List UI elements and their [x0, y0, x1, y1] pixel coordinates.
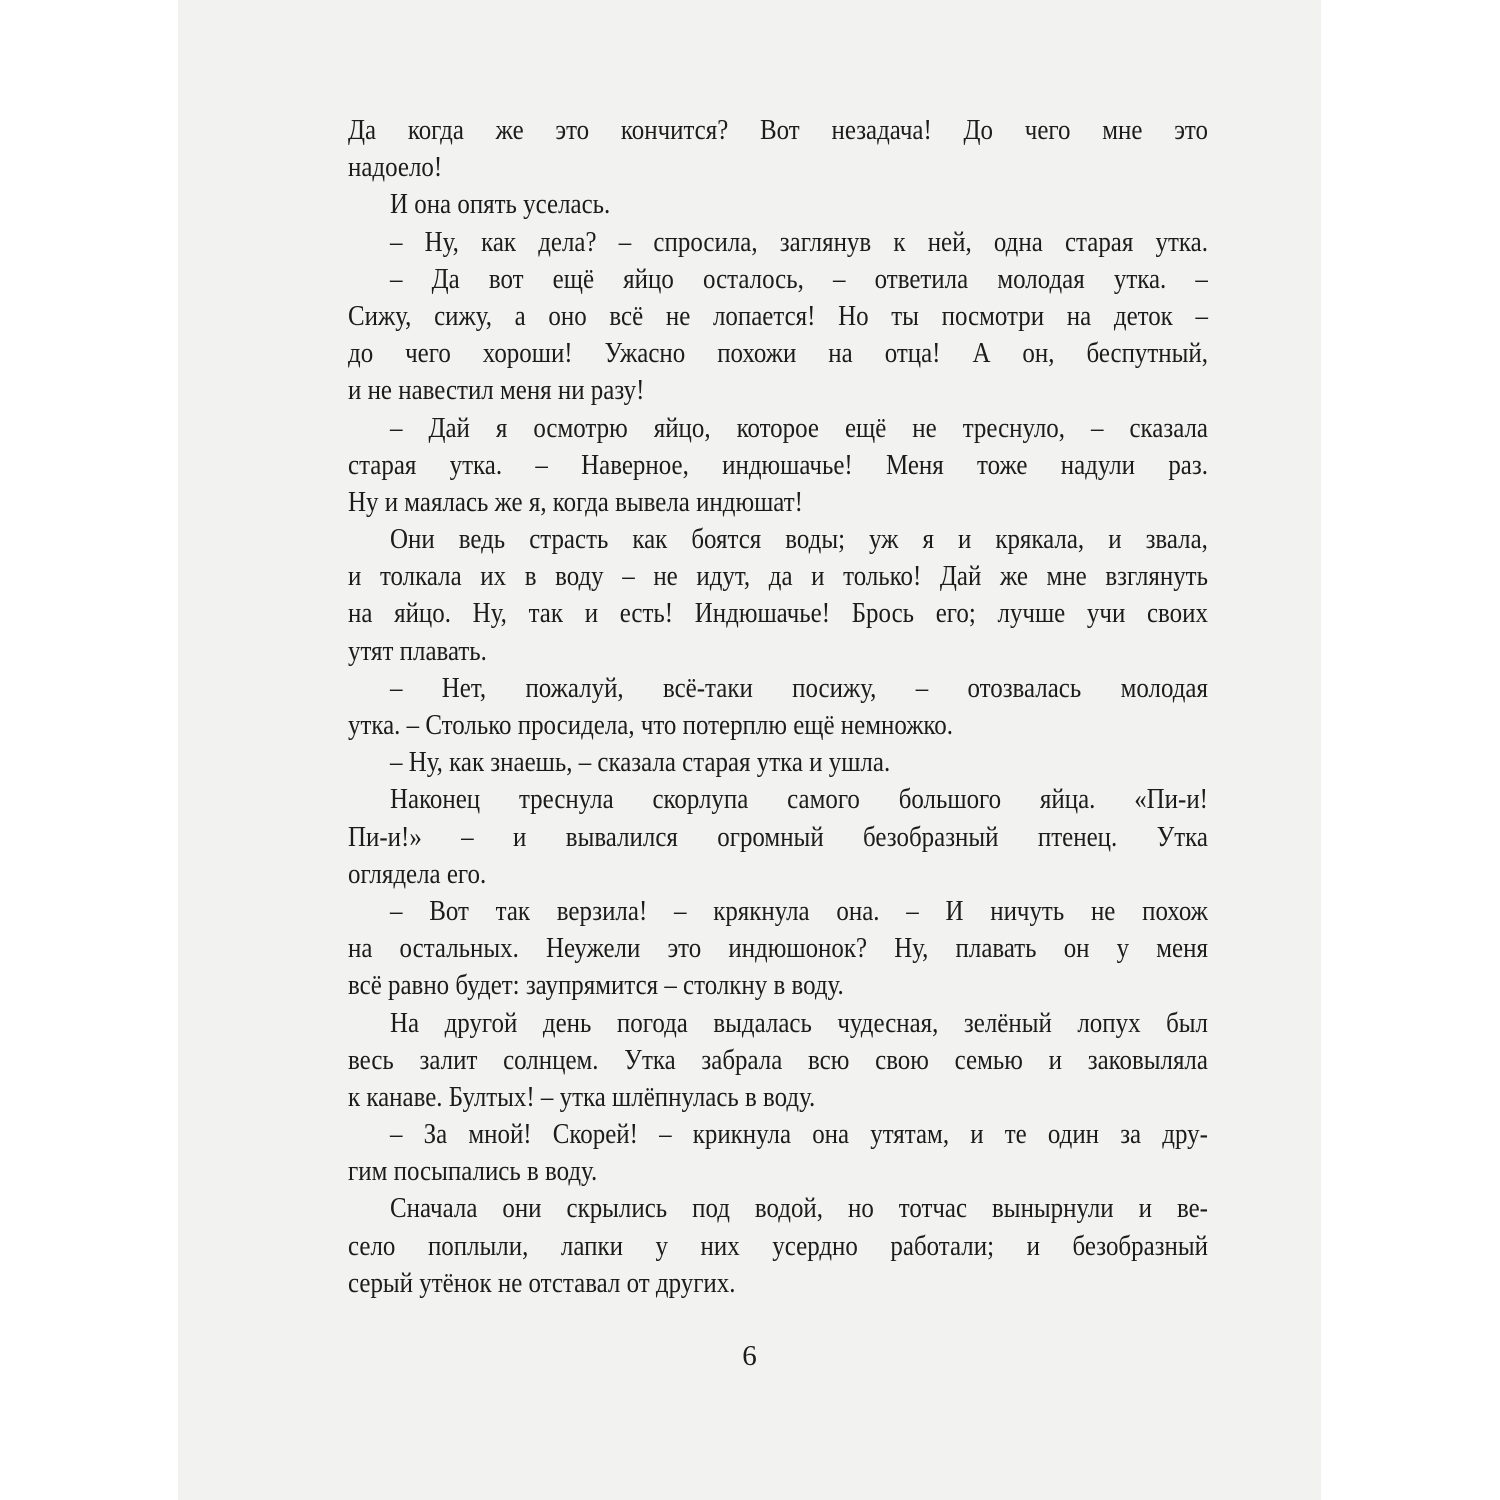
text-line: до чего хороши! Ужасно похожи на отца! А он, беспутный,	[348, 337, 1208, 370]
text-line: На другой день погода выдалась чудесная, зелёный лопух был	[389, 1006, 1208, 1039]
text-line: И она опять уселась.	[389, 188, 611, 221]
text-line: Сначала они скрылись под водой, но тотчас вынырнули и ве-	[389, 1192, 1208, 1225]
text-line: утят плавать.	[348, 634, 487, 667]
text-line: Они ведь страсть как боятся воды; уж я и крякала, и звала,	[389, 523, 1208, 556]
text-line: – Вот так верзила! – крякнула она. – И ничуть не похож	[389, 894, 1208, 927]
text-line: – Ну, как дела? – спросила, заглянув к ней, одна старая утка.	[389, 225, 1208, 258]
text-line: серый утёнок не отставал от других.	[348, 1266, 736, 1299]
text-line: гим посыпались в воду.	[348, 1155, 598, 1188]
text-line: весь залит солнцем. Утка забрала всю свою семью и заковыляла	[348, 1043, 1208, 1076]
text-line: Да когда же это кончится? Вот незадача! До чего мне это	[348, 114, 1208, 146]
text-line: Пи-и!» – и вывалился огромный безобразный птенец. Утка	[348, 820, 1208, 853]
body-text	[348, 112, 1208, 1302]
text-line: – За мной! Скорей! – крикнула она утятам, и те один за дру-	[389, 1118, 1208, 1151]
text-line: к канаве. Бултых! – утка шлёпнулась в воду.	[348, 1080, 816, 1113]
text-line: оглядела его.	[348, 857, 487, 890]
text-line: село поплыли, лапки у них усердно работали; и безобразный	[348, 1229, 1208, 1262]
text-line: на яйцо. Ну, так и есть! Индюшачье! Брось его; лучше учи своих	[348, 597, 1208, 630]
book-page	[178, 0, 1321, 1500]
text-line: на остальных. Неужели это индюшонок? Ну, плавать он у меня	[348, 932, 1208, 965]
text-line: утка. – Столько просидела, что потерплю ещё немножко.	[348, 709, 953, 741]
text-line: надоело!	[348, 151, 443, 184]
text-line: всё равно будет: заупрямится – столкну в воду.	[348, 969, 844, 1002]
text-line: – Дай я осмотрю яйцо, которое ещё не треснуло, – сказала	[389, 411, 1208, 444]
page-number: 6	[742, 1340, 757, 1372]
text-line: старая утка. – Наверное, индюшачье! Меня тоже надули раз.	[348, 448, 1208, 481]
text-line: и не навестил меня ни разу!	[348, 374, 645, 407]
text-line: и толкала их в воду – не идут, да и только! Дай же мне взглянуть	[348, 560, 1208, 593]
text-line: – Да вот ещё яйцо осталось, – ответила молодая утка. –	[389, 262, 1208, 295]
text-line: Сижу, сижу, а оно всё не лопается! Но ты посмотри на деток –	[348, 299, 1208, 332]
text-line: Наконец треснула скорлупа самого большого яйца. «Пи-и!	[389, 783, 1208, 816]
text-line: – Ну, как знаешь, – сказала старая утка и ушла.	[389, 746, 891, 779]
text-line: – Нет, пожалуй, всё-таки посижу, – отозвалась молодая	[389, 671, 1208, 704]
text-line: Ну и маялась же я, когда вывела индюшат!	[348, 485, 803, 518]
